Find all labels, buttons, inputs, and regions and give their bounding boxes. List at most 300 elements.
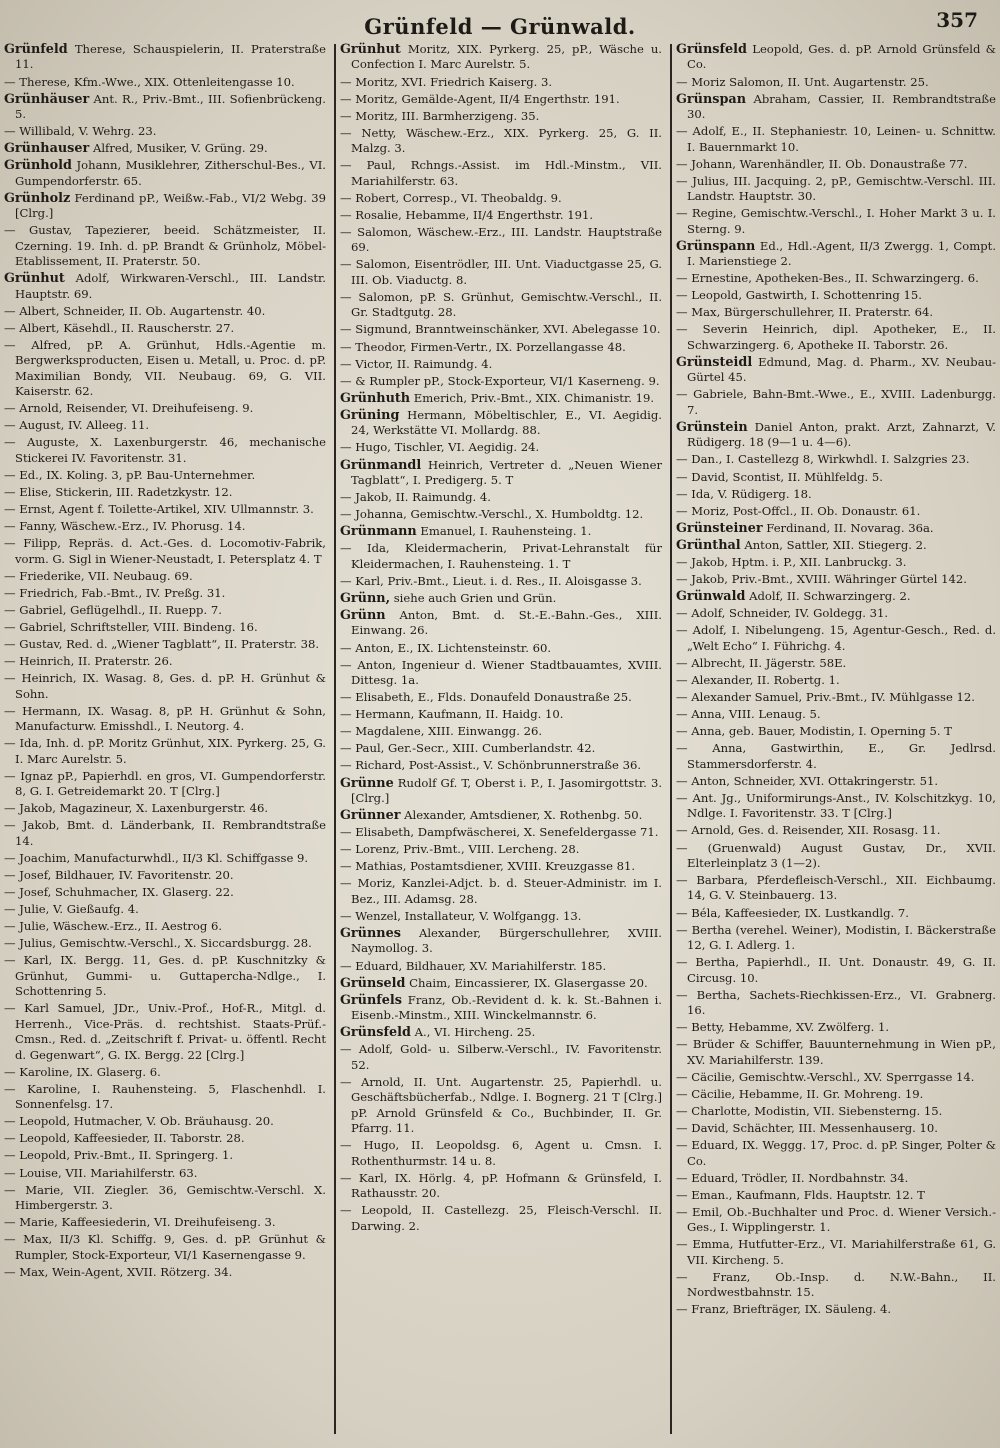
directory-columns bbox=[4, 42, 996, 1442]
entry-text: — Salomon, Wäschew.-Erz., III. Landstr. Hauptstraße 69. bbox=[340, 224, 662, 255]
entry-surname: Grünmann bbox=[340, 524, 417, 540]
entry-text: — Karl, Priv.-Bmt., Lieut. i. d. Res., II. Aloisgasse 3. bbox=[340, 573, 642, 588]
entry-text: A., VI. Hircheng. 25. bbox=[410, 1025, 536, 1040]
directory-entry bbox=[4, 435, 326, 466]
entry-surname: Grünsfeld bbox=[340, 1025, 411, 1041]
entry-text: — Jakob, Hptm. i. P., XII. Lanbruckg. 3. bbox=[676, 555, 907, 570]
entry-surname: Grünspann bbox=[676, 238, 756, 254]
entry-text: — Max, II/3 Kl. Schiffg. 9, Ges. d. pP. Grünhut & Rumpler, Stock-Exporteur, VI/1 Kasernengasse 9. bbox=[4, 1232, 326, 1262]
directory-entry bbox=[340, 322, 662, 337]
directory-entry bbox=[4, 418, 326, 433]
entry-text: — Leopold, II. Castellezg. 25, Fleisch-Verschl. II. Darwing. 2. bbox=[340, 1203, 662, 1233]
directory-entry bbox=[676, 1104, 996, 1119]
directory-entry bbox=[676, 1302, 996, 1317]
entry-text: Alfred, Musiker, V. Grüng. 29. bbox=[89, 141, 268, 156]
entry-text: — Emil, Ob.-Buchhalter und Proc. d. Wiener Versich.-Ges., I. Wipplingerstr. 1. bbox=[676, 1204, 996, 1235]
entry-text: — Eduard, Bildhauer, XV. Mariahilferstr. 185. bbox=[340, 958, 607, 973]
directory-entry bbox=[676, 690, 996, 705]
entry-text: — Moritz, Gemälde-Agent, II/4 Engerthstr. 191. bbox=[340, 91, 620, 106]
directory-entry bbox=[4, 569, 326, 584]
entry-text: — Anna, VIII. Lenaug. 5. bbox=[676, 707, 821, 722]
entry-text: — Ant. Jg., Uniformirungs-Anst., IV. Kolschitzkyg. 10, Ndlge. I. Favoritenstr. 33. T [Clrg.] bbox=[676, 790, 996, 821]
entry-text: — Friedrich, Fab.-Bmt., IV. Preßg. 31. bbox=[4, 585, 226, 600]
directory-entry bbox=[340, 608, 662, 639]
entry-text: — Moritz, III. Barmherzigeng. 35. bbox=[340, 108, 540, 123]
directory-entry bbox=[340, 458, 662, 489]
entry-text: — Paul, Rchngs.-Assist. im Hdl.-Minstm., VII. Mariahilferstr. 63. bbox=[340, 158, 662, 188]
directory-entry bbox=[676, 504, 996, 519]
entry-text: — Jakob, Bmt. d. Länderbank, II. Rembrandtstraße 14. bbox=[4, 818, 326, 848]
directory-entry bbox=[676, 355, 996, 386]
entry-text: — Willibald, V. Wehrg. 23. bbox=[4, 124, 157, 139]
entry-text: Emerich, Priv.-Bmt., XIX. Chimanistr. 19. bbox=[410, 390, 655, 405]
directory-entry bbox=[676, 271, 996, 286]
directory-entry bbox=[340, 876, 662, 907]
entry-text: — Filipp, Repräs. d. Act.-Ges. d. Locomotiv-Fabrik, vorm. G. Sigl in Wiener-Neustadt, I. Petersplatz 4. T bbox=[4, 536, 326, 566]
column-divider bbox=[670, 44, 672, 1434]
entry-text: — Fanny, Wäschew.-Erz., IV. Phorusg. 14. bbox=[4, 519, 246, 534]
directory-entry bbox=[4, 1183, 326, 1214]
directory-entry bbox=[340, 741, 662, 756]
entry-text: — Regine, Gemischtw.-Verschl., I. Hoher Markt 3 u. I. Sterng. 9. bbox=[676, 206, 996, 236]
entry-text: — Brüder & Schiffer, Bauunternehmung in Wien pP., XV. Mariahilferstr. 139. bbox=[676, 1037, 996, 1067]
directory-entry bbox=[676, 1237, 996, 1268]
entry-text: Anton, Sattler, XII. Stiegerg. 2. bbox=[740, 537, 927, 552]
directory-entry bbox=[676, 42, 996, 73]
entry-surname: Grünner bbox=[340, 808, 401, 824]
directory-entry bbox=[340, 391, 662, 406]
directory-entry bbox=[340, 724, 662, 739]
entry-surname: Grünsfeld bbox=[676, 42, 747, 57]
directory-entry bbox=[340, 225, 662, 256]
directory-entry bbox=[676, 157, 996, 172]
running-head bbox=[0, 8, 1000, 42]
directory-entry bbox=[4, 736, 326, 767]
entry-text: Adolf, Wirkwaren-Verschl., III. Landstr. Hauptstr. 69. bbox=[15, 271, 326, 301]
directory-entry bbox=[676, 555, 996, 570]
directory-entry bbox=[676, 1070, 996, 1085]
directory-entry bbox=[4, 485, 326, 500]
entry-text: — Albrecht, II. Jägerstr. 58E. bbox=[676, 655, 847, 670]
directory-entry bbox=[676, 1270, 996, 1301]
entry-text: — Dan., I. Castellezg 8, Wirkwhdl. I. Salzgries 23. bbox=[676, 452, 970, 467]
directory-entry bbox=[676, 1121, 996, 1136]
entry-text: — Marie, Kaffeesiederin, VI. Dreihufeiseng. 3. bbox=[4, 1215, 276, 1230]
entry-text: — Josef, Bildhauer, IV. Favoritenstr. 20. bbox=[4, 868, 234, 882]
entry-text: — Victor, II. Raimundg. 4. bbox=[340, 356, 493, 371]
entry-text: — Adolf, I. Nibelungeng. 15, Agentur-Gesch., Red. d. „Welt Echo“ I. Führichg. 4. bbox=[676, 623, 996, 653]
entry-text: — Adolf, E., II. Stephaniestr. 10, Leinen- u. Schnittw. I. Bauernmarkt 10. bbox=[676, 124, 996, 154]
entry-text: — Karoline, I. Rauhensteing. 5, Flaschenhdl. I. Sonnenfelsg. 17. bbox=[4, 1081, 326, 1112]
entry-text: — Netty, Wäschew.-Erz., XIX. Pyrkerg. 25, G. II. Malzg. 3. bbox=[340, 125, 662, 156]
directory-entry bbox=[676, 906, 996, 921]
directory-entry bbox=[4, 1065, 326, 1080]
directory-entry bbox=[676, 174, 996, 205]
directory-entry bbox=[4, 1082, 326, 1113]
directory-entry bbox=[4, 1148, 326, 1163]
entry-text: — Leopold, Gastwirth, I. Schottenring 15. bbox=[676, 288, 922, 303]
directory-entry bbox=[4, 141, 326, 156]
entry-text: — Leopold, Priv.-Bmt., II. Springerg. 1. bbox=[4, 1148, 234, 1163]
entry-text: Hermann, Möbeltischler, E., VI. Aegidig. 24, Werkstätte VI. Mollardg. 88. bbox=[351, 407, 662, 438]
entry-text: — Ida, Kleidermacherin, Privat-Lehranstalt für Kleidermachen, I. Rauhensteing. 1. T bbox=[340, 541, 662, 571]
entry-text: Heinrich, Vertreter d. „Neuen Wiener Tagblatt“, I. Predigerg. 5. T bbox=[351, 457, 662, 487]
directory-entry bbox=[4, 92, 326, 123]
directory-entry bbox=[340, 1138, 662, 1169]
directory-entry bbox=[676, 521, 996, 536]
entry-surname: Grünn bbox=[340, 608, 386, 623]
entry-surname: Grünhold bbox=[4, 158, 72, 174]
entry-text: — Hermann, Kaufmann, II. Haidg. 10. bbox=[340, 707, 564, 722]
directory-entry bbox=[340, 340, 662, 355]
directory-entry bbox=[4, 704, 326, 735]
directory-entry bbox=[676, 1205, 996, 1236]
directory-entry bbox=[676, 1020, 996, 1035]
directory-entry bbox=[340, 1203, 662, 1234]
entry-surname: Grünhuth bbox=[340, 390, 411, 406]
entry-text: — Julius, Gemischtw.-Verschl., X. Siccardsburgg. 28. bbox=[4, 936, 312, 951]
directory-column-3 bbox=[676, 42, 996, 1442]
directory-entry bbox=[676, 1138, 996, 1169]
entry-text: — Alexander Samuel, Priv.-Bmt., IV. Mühlgasse 12. bbox=[676, 690, 975, 705]
entry-text: Leopold, Ges. d. pP. Arnold Grünsfeld & Co. bbox=[687, 42, 996, 72]
directory-entry bbox=[4, 42, 326, 73]
entry-surname: Grünfels bbox=[340, 992, 402, 1008]
entry-text: — Bertha, Papierhdl., II. Unt. Donaustr. 49, G. II. Circusg. 10. bbox=[676, 955, 996, 985]
directory-entry bbox=[676, 1188, 996, 1203]
directory-entry bbox=[4, 620, 326, 635]
directory-entry bbox=[340, 690, 662, 705]
entry-text: — Marie, VII. Ziegler. 36, Gemischtw.-Verschl. X. Himbergerstr. 3. bbox=[4, 1182, 326, 1213]
entry-text: — Anna, Gastwirthin, E., Gr. Jedlrsd. Stammersdorferstr. 4. bbox=[676, 741, 996, 771]
entry-text: Daniel Anton, prakt. Arzt, Zahnarzt, V. Rüdigerg. 18 (9—1 u. 4—6). bbox=[687, 419, 996, 450]
entry-text: — Eduard, IX. Weggg. 17, Proc. d. pP. Singer, Polter & Co. bbox=[676, 1138, 996, 1168]
entry-text: — Eman., Kaufmann, Flds. Hauptstr. 12. T bbox=[676, 1187, 925, 1202]
directory-entry bbox=[4, 919, 326, 934]
entry-text: — Ida, Inh. d. pP. Moritz Grünhut, XIX. Pyrkerg. 25, G. I. Marc Aurelstr. 5. bbox=[4, 736, 326, 766]
directory-entry bbox=[676, 420, 996, 451]
entry-text: — Gabriel, Schriftsteller, VIII. Bindeng. 16. bbox=[4, 620, 258, 635]
directory-entry bbox=[340, 1075, 662, 1137]
entry-text: — Gabriel, Geflügelhdl., II. Ruepp. 7. bbox=[4, 602, 222, 617]
directory-entry bbox=[340, 808, 662, 823]
entry-text: — Anna, geb. Bauer, Modistin, I. Operning 5. T bbox=[676, 724, 952, 739]
directory-entry bbox=[676, 470, 996, 485]
directory-entry bbox=[340, 42, 662, 73]
directory-entry bbox=[340, 591, 662, 606]
directory-entry bbox=[676, 955, 996, 986]
directory-entry bbox=[340, 92, 662, 107]
entry-text: — Arnold, Reisender, VI. Dreihufeiseng. 9. bbox=[4, 401, 254, 416]
entry-text: — Adolf, Schneider, IV. Goldegg. 31. bbox=[676, 606, 889, 621]
directory-entry bbox=[676, 589, 996, 604]
directory-entry bbox=[340, 1042, 662, 1073]
directory-entry bbox=[340, 909, 662, 924]
directory-entry bbox=[676, 774, 996, 789]
entry-text: — Moriz, Post-Offcl., II. Ob. Donaustr. 61. bbox=[676, 503, 921, 518]
directory-entry bbox=[340, 959, 662, 974]
entry-surname: Grünhauser bbox=[4, 141, 90, 157]
directory-entry bbox=[676, 288, 996, 303]
directory-entry bbox=[676, 724, 996, 739]
directory-entry bbox=[4, 536, 326, 567]
entry-text: — Karl, IX. Bergg. 11, Ges. d. pP. Kuschnitzky & Grünhut, Gummi- u. Guttapercha-Ndlge., I. Schottenring 5. bbox=[4, 953, 326, 999]
directory-entry bbox=[676, 387, 996, 418]
directory-entry bbox=[676, 823, 996, 838]
directory-entry bbox=[4, 868, 326, 883]
entry-surname: Grünfeld bbox=[4, 42, 68, 57]
entry-surname: Grünthal bbox=[676, 537, 741, 553]
entry-surname: Grünhut bbox=[4, 271, 65, 287]
entry-text: — Auguste, X. Laxenburgerstr. 46, mechanische Stickerei IV. Favoritenstr. 31. bbox=[4, 435, 326, 465]
entry-text: Therese, Schauspielerin, II. Praterstraße 11. bbox=[15, 42, 326, 72]
directory-entry bbox=[340, 158, 662, 189]
entry-text: — Sigmund, Branntweinschänker, XVI. Abelegasse 10. bbox=[340, 322, 661, 337]
entry-text: — Ernst, Agent f. Toilette-Artikel, XIV. Ullmannstr. 3. bbox=[4, 502, 314, 517]
entry-text: — Gustav, Red. d. „Wiener Tagblatt“, II. Praterstr. 38. bbox=[4, 637, 320, 652]
entry-text: — Barbara, Pferdefleisch-Verschl., XII. Eichbaumg. 14, G. V. Steinbauerg. 13. bbox=[676, 873, 996, 903]
directory-entry bbox=[340, 490, 662, 505]
directory-entry bbox=[340, 574, 662, 589]
directory-entry bbox=[676, 707, 996, 722]
entry-surname: Grünsteidl bbox=[676, 354, 753, 370]
entry-text: — Eduard, Trödler, II. Nordbahnstr. 34. bbox=[676, 1170, 909, 1185]
directory-entry bbox=[4, 158, 326, 189]
entry-surname: Grünsteiner bbox=[676, 520, 763, 536]
entry-text: Edmund, Mag. d. Pharm., XV. Neubau-Gürtel 45. bbox=[687, 354, 996, 385]
directory-entry bbox=[4, 1215, 326, 1230]
entry-text: — Franz, Briefträger, IX. Säuleng. 4. bbox=[676, 1302, 892, 1317]
entry-surname: Grünne bbox=[340, 775, 394, 791]
entry-text: — Arnold, Ges. d. Reisender, XII. Rosasg. 11. bbox=[676, 823, 941, 838]
entry-text: — Rosalie, Hebamme, II/4 Engerthstr. 191. bbox=[340, 207, 594, 222]
entry-text: — Robert, Corresp., VI. Theobaldg. 9. bbox=[340, 190, 562, 205]
entry-text: — Jakob, Magazineur, X. Laxenburgerstr. 46. bbox=[4, 801, 269, 816]
directory-entry bbox=[4, 603, 326, 618]
directory-entry bbox=[340, 524, 662, 539]
directory-entry bbox=[4, 519, 326, 534]
entry-surname: Grünmandl bbox=[340, 457, 422, 473]
directory-entry bbox=[4, 671, 326, 702]
entry-text: — Albert, Schneider, II. Ob. Augartenstr. 40. bbox=[4, 303, 266, 318]
entry-text: — Paul, Ger.-Secr., XIII. Cumberlandstr. 42. bbox=[340, 741, 596, 756]
entry-text: Alexander, Bürgerschullehrer, XVIII. Naymollog. 3. bbox=[351, 926, 662, 956]
entry-text: Ferdinand, II. Novarag. 36a. bbox=[762, 520, 934, 535]
entry-surname: Grünseld bbox=[340, 975, 406, 991]
directory-entry bbox=[676, 791, 996, 822]
entry-text: — Hermann, IX. Wasag. 8, pP. H. Grünhut & Sohn, Manufacturw. Emisshdl., I. Neutorg. 4. bbox=[4, 703, 326, 734]
entry-text: — Alexander, II. Robertg. 1. bbox=[676, 673, 840, 687]
entry-surname: Grünwald bbox=[676, 589, 746, 605]
entry-text: — Louise, VII. Mariahilferstr. 63. bbox=[4, 1165, 198, 1180]
entry-text: — Karoline, IX. Glaserg. 6. bbox=[4, 1064, 161, 1079]
directory-entry bbox=[4, 271, 326, 302]
directory-entry bbox=[676, 673, 996, 688]
entry-text: Chaim, Eincassierer, IX. Glasergasse 20. bbox=[405, 975, 648, 990]
entry-text: — Franz, Ob.-Insp. d. N.W.-Bahn., II. Nordwestbahnstr. 15. bbox=[676, 1269, 996, 1300]
entry-surname: Grünn, bbox=[340, 590, 391, 606]
directory-entry bbox=[340, 1171, 662, 1202]
directory-entry bbox=[4, 1166, 326, 1181]
directory-entry bbox=[340, 208, 662, 223]
entry-surname: Grünstein bbox=[676, 419, 748, 435]
entry-text: — Anton, Ingenieur d. Wiener Stadtbauamtes, XVIII. Dittesg. 1a. bbox=[340, 657, 662, 687]
directory-entry bbox=[676, 841, 996, 872]
directory-entry bbox=[4, 936, 326, 951]
directory-entry bbox=[4, 1001, 326, 1063]
directory-entry bbox=[4, 1131, 326, 1146]
entry-text: — Max, Bürgerschullehrer, II. Praterstr. 64. bbox=[676, 305, 934, 320]
directory-column-2 bbox=[340, 42, 662, 1442]
directory-entry bbox=[4, 321, 326, 336]
entry-text: — Hugo, Tischler, VI. Aegidig. 24. bbox=[340, 440, 540, 455]
directory-entry bbox=[4, 586, 326, 601]
directory-entry bbox=[340, 374, 662, 389]
entry-text: Moritz, XIX. Pyrkerg. 25, pP., Wäsche u. Confection I. Marc Aurelstr. 5. bbox=[351, 42, 662, 72]
entry-surname: Grüning bbox=[340, 407, 400, 423]
entry-surname: Grünhäuser bbox=[4, 91, 90, 107]
entry-text: — Karl Samuel, JDr., Univ.-Prof., Hof-R., Mitgl. d. Herrenh., Vice-Präs. d. rechtshist. Staats-Prüf.-Cmsn., Red. d. „Zeitschrift f. Privat- u. öffentl. Recht d. Gegenwart“, G. IX. Bergg. 22 [Clrg.] bbox=[4, 1001, 326, 1062]
entry-text: Anton, Bmt. d. St.-E.-Bahn.-Ges., XIII. Einwang. 26. bbox=[351, 608, 662, 638]
entry-text: — Moriz, Kanzlei-Adjct. b. d. Steuer-Administr. im I. Bez., III. Adamsg. 28. bbox=[340, 876, 662, 906]
directory-entry bbox=[676, 923, 996, 954]
entry-text: Franz, Ob.-Revident d. k. k. St.-Bahnen i. Eisenb.-Minstm., XIII. Winckelmannstr. 6. bbox=[351, 992, 662, 1023]
directory-entry bbox=[340, 357, 662, 372]
directory-entry bbox=[340, 440, 662, 455]
directory-entry bbox=[340, 658, 662, 689]
directory-entry bbox=[676, 75, 996, 90]
directory-entry bbox=[676, 92, 996, 123]
directory-entry bbox=[4, 124, 326, 139]
entry-text: Ferdinand pP., Weißw.-Fab., VI/2 Webg. 39 [Clrg.] bbox=[15, 190, 326, 221]
directory-entry bbox=[676, 988, 996, 1019]
directory-entry bbox=[340, 290, 662, 321]
entry-text: — Jakob, Priv.-Bmt., XVIII. Währinger Gürtel 142. bbox=[676, 572, 967, 587]
directory-entry bbox=[340, 408, 662, 439]
directory-entry bbox=[4, 769, 326, 800]
entry-text: — Magdalene, XIII. Einwangg. 26. bbox=[340, 724, 543, 739]
entry-surname: Grünholz bbox=[4, 190, 71, 206]
entry-text: — Salomon, Eisentrödler, III. Unt. Viaductgasse 25, G. III. Ob. Viaductg. 8. bbox=[340, 257, 662, 287]
directory-entry bbox=[676, 1171, 996, 1186]
entry-text: — Leopold, Kaffeesieder, II. Taborstr. 28. bbox=[4, 1131, 245, 1146]
entry-text: Ant. R., Priv.-Bmt., III. Sofienbrückeng. 5. bbox=[15, 91, 326, 121]
entry-text: — Leopold, Hutmacher, V. Ob. Bräuhausg. 20. bbox=[4, 1114, 274, 1129]
directory-entry bbox=[340, 776, 662, 807]
directory-entry bbox=[4, 502, 326, 517]
directory-entry bbox=[4, 223, 326, 269]
column-divider bbox=[334, 44, 336, 1434]
entry-text: — David, Schächter, III. Messenhauserg. 10. bbox=[676, 1121, 938, 1136]
entry-text: — & Rumpler pP., Stock-Exporteur, VI/1 Kaserneng. 9. bbox=[340, 373, 660, 388]
directory-entry bbox=[4, 75, 326, 90]
entry-text: — Max, Wein-Agent, XVII. Rötzerg. 34. bbox=[4, 1264, 233, 1279]
directory-entry bbox=[340, 507, 662, 522]
entry-text: Alexander, Amtsdiener, X. Rothenbg. 50. bbox=[400, 808, 643, 823]
directory-entry bbox=[676, 656, 996, 671]
directory-entry bbox=[4, 637, 326, 652]
directory-entry bbox=[4, 902, 326, 917]
entry-text: — Julie, Wäschew.-Erz., II. Aestrog 6. bbox=[4, 919, 223, 934]
entry-text: — Theodor, Firmen-Vertr., IX. Porzellangasse 48. bbox=[340, 339, 626, 354]
entry-text: — Julius, III. Jacquing. 2, pP., Gemischtw.-Verschl. III. Landstr. Hauptstr. 30. bbox=[676, 173, 996, 204]
page-title: Grünfeld — Grünwald. bbox=[364, 14, 636, 39]
directory-entry bbox=[4, 338, 326, 400]
entry-text: — Johann, Warenhändler, II. Ob. Donaustraße 77. bbox=[676, 156, 968, 171]
entry-text: — Ed., IX. Koling. 3, pP. Bau-Unternehmer. bbox=[4, 467, 256, 482]
directory-entry bbox=[676, 305, 996, 320]
entry-text: — Betty, Hebamme, XV. Zwölferg. 1. bbox=[676, 1020, 890, 1035]
directory-entry bbox=[4, 191, 326, 222]
entry-text: — Emma, Hutfutter-Erz., VI. Mariahilferstraße 61, G. VII. Kircheng. 5. bbox=[676, 1237, 996, 1267]
entry-surname: Grünhut bbox=[340, 42, 401, 57]
directory-entry bbox=[4, 953, 326, 999]
directory-entry bbox=[4, 304, 326, 319]
entry-text: — Elise, Stickerin, III. Radetzkystr. 12. bbox=[4, 484, 233, 499]
entry-text: — Béla, Kaffeesieder, IX. Lustkandlg. 7. bbox=[676, 905, 909, 920]
directory-entry bbox=[340, 976, 662, 991]
entry-text: — Ignaz pP., Papierhdl. en gros, VI. Gumpendorferstr. 8, G. I. Getreidemarkt 20. T [Clrg.] bbox=[4, 768, 326, 799]
entry-text: — Cäcilie, Gemischtw.-Verschl., XV. Sperrgasse 14. bbox=[676, 1069, 975, 1084]
directory-entry bbox=[340, 541, 662, 572]
entry-text: — Jakob, II. Raimundg. 4. bbox=[340, 490, 491, 505]
directory-entry bbox=[4, 885, 326, 900]
directory-entry bbox=[676, 239, 996, 270]
directory-entry bbox=[4, 818, 326, 849]
directory-entry bbox=[340, 257, 662, 288]
directory-entry bbox=[676, 538, 996, 553]
entry-text: — Johanna, Gemischtw.-Verschl., X. Humboldtg. 12. bbox=[340, 507, 644, 522]
directory-entry bbox=[4, 801, 326, 816]
entry-text: — Ernestine, Apotheken-Bes., II. Schwarzingerg. 6. bbox=[676, 271, 979, 286]
entry-text: — Moriz Salomon, II. Unt. Augartenstr. 25. bbox=[676, 74, 929, 89]
entry-text: Abraham, Cassier, II. Rembrandtstraße 30. bbox=[687, 91, 996, 121]
entry-text: Emanuel, I. Rauhensteing. 1. bbox=[416, 524, 592, 539]
directory-entry bbox=[4, 654, 326, 669]
entry-text: — Josef, Schuhmacher, IX. Glaserg. 22. bbox=[4, 885, 234, 900]
entry-text: — Karl, IX. Hörlg. 4, pP. Hofmann & Grünsfeld, I. Rathausstr. 20. bbox=[340, 1170, 662, 1201]
directory-entry bbox=[676, 206, 996, 237]
entry-text: — August, IV. Alleeg. 11. bbox=[4, 418, 150, 433]
directory-entry bbox=[4, 468, 326, 483]
directory-entry bbox=[676, 452, 996, 467]
entry-text: — Friederike, VII. Neubaug. 69. bbox=[4, 568, 193, 583]
entry-text: — Salomon, pP. S. Grünhut, Gemischtw.-Verschl., II. Gr. Stadtgutg. 28. bbox=[340, 289, 662, 320]
entry-text: — Alfred, pP. A. Grünhut, Hdls.-Agentie m. Bergwerksproducten, Eisen u. Metall, u. Proc. d. pP. Maximilian Bondy, VII. Neubaug. 69, G. VII. Kaiserstr. 62. bbox=[4, 337, 326, 399]
entry-text: — Ida, V. Rüdigerg. 18. bbox=[676, 486, 812, 501]
entry-text: Rudolf Gf. T, Oberst i. P., I. Jasomirgottstr. 3. [Clrg.] bbox=[351, 775, 662, 805]
directory-entry bbox=[340, 825, 662, 840]
entry-text: — Bertha (verehel. Weiner), Modistin, I. Bäckerstraße 12, G. I. Adlerg. 1. bbox=[676, 922, 996, 953]
entry-text: — Heinrich, II. Praterstr. 26. bbox=[4, 654, 173, 669]
entry-text: siehe auch Grien und Grün. bbox=[390, 590, 557, 605]
directory-entry bbox=[340, 758, 662, 773]
directory-entry bbox=[4, 401, 326, 416]
directory-entry bbox=[340, 1025, 662, 1040]
entry-text: — Charlotte, Modistin, VII. Siebensterng. 15. bbox=[676, 1103, 943, 1118]
entry-text: Johann, Musiklehrer, Zitherschul-Bes., VI. Gumpendorferstr. 65. bbox=[15, 158, 326, 188]
entry-surname: Grünspan bbox=[676, 91, 747, 107]
directory-entry bbox=[676, 322, 996, 353]
page-number: 357 bbox=[936, 8, 978, 32]
entry-text: — Arnold, II. Unt. Augartenstr. 25, Papierhdl. u. Geschäftsbücherfab., Ndlge. I. Bognerg. 21 T [Clrg.] pP. Arnold Grünsfeld & Co., Buchbinder, II. Gr. Pfarrg. 11. bbox=[340, 1074, 662, 1136]
directory-entry bbox=[4, 1265, 326, 1280]
directory-entry bbox=[340, 707, 662, 722]
directory-entry bbox=[676, 572, 996, 587]
entry-text: — Bertha, Sachets-Riechkissen-Erz., VI. Grabnerg. 16. bbox=[676, 987, 996, 1018]
directory-entry bbox=[340, 191, 662, 206]
directory-entry bbox=[340, 641, 662, 656]
